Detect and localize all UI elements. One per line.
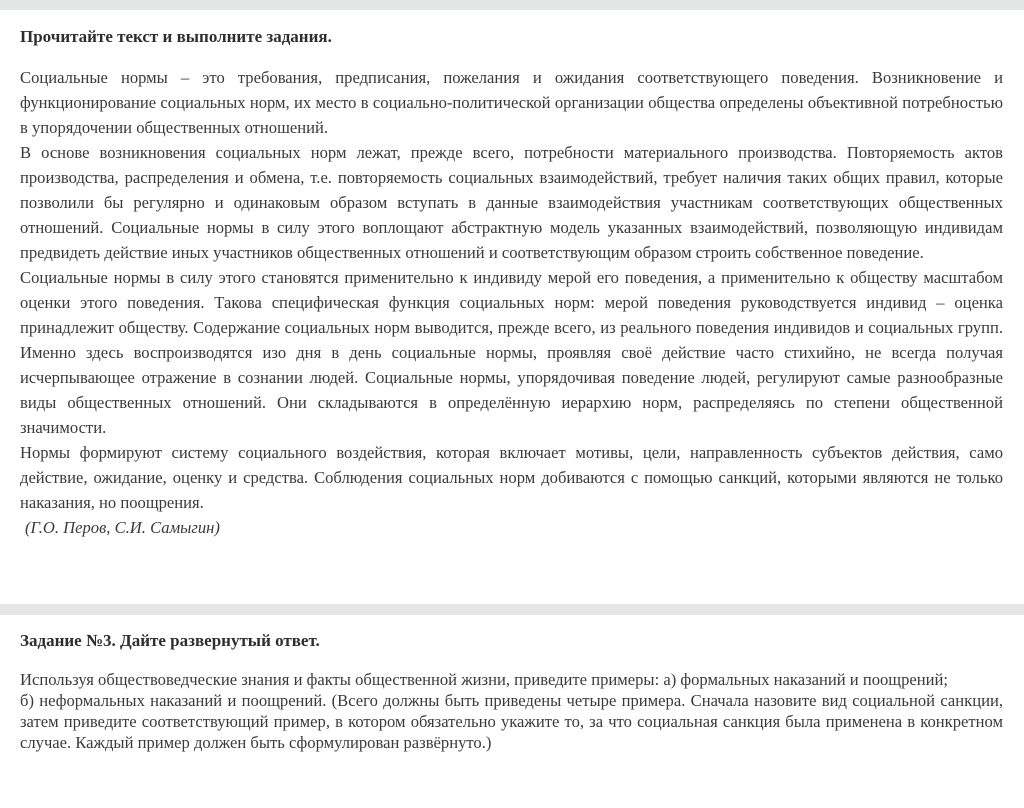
paragraph-3: Социальные нормы в силу этого становятся применительно к индивиду мерой его поведения, а применительно к обществу масштабом оценки этого поведения. Такова специфическая функция социальных норм: мерой поведения руководствуется индивид – оценка принадлежит обществу. Содержание социальных норм выводится, прежде всего, из реального поведения индивидов и социальных групп. Именно здесь воспроизводятся изо дня в день социальные нормы, проявляя своё действие часто стихийно, не всегда получая исчерпывающее отражение в сознании людей. Социальные нормы, упорядочивая поведение людей, регулируют самые разнообразные виды общественных отношений. Они складываются в определённую иерархию норм, распределяясь по степени общественной значимости.: [20, 268, 1003, 437]
task-heading: Задание №3. Дайте развернутый ответ.: [20, 631, 320, 650]
task-body: [20, 669, 1003, 753]
task-line-b: б) неформальных наказаний и поощрений. (Всего должны быть приведены четыре примера. Сначала назовите вид социальной санкции, затем приведите соответствующий пример, в котором обязательно укажите то, за что социальная санкция была применена в конкретном случае. Каждый пример должен быть сформулирован развёрнуто.): [20, 691, 1003, 752]
author-citation: (Г.О. Перов, С.И. Самыгин): [25, 518, 220, 537]
text-heading: Прочитайте текст и выполните задания.: [20, 27, 332, 46]
task-card: [0, 615, 1024, 808]
task-line-a: Используя обществоведческие знания и факты общественной жизни, приведите примеры: а) формальных наказаний и поощрений;: [20, 670, 949, 689]
text-card: [0, 10, 1024, 604]
paragraph-4: Нормы формируют систему социального воздействия, которая включает мотивы, цели, направленность субъектов действия, само действие, ожидание, оценку и средства. Соблюдения социальных норм добиваются с помощью санкций, которыми являются не только наказания, но поощрения.: [20, 443, 1003, 512]
text-body: [20, 65, 1003, 540]
paragraph-2: В основе возникновения социальных норм лежат, прежде всего, потребности материального производства. Повторяемость актов производства, распределения и обмена, т.е. повторяемость социальных взаимодействий, требует наличия таких общих правил, которые позволили бы регулярно и одинаковым образом вступать в данные взаимодействия участникам соответствующих общественных отношений. Социальные нормы в силу этого воплощают абстрактную модель указанных взаимодействий, позволяющую индивидам предвидеть действие иных участников общественных отношений и соответствующим образом строить собственное поведение.: [20, 143, 1003, 262]
paragraph-1: Социальные нормы – это требования, предписания, пожелания и ожидания соответствующего поведения. Возникновение и функционирование социальных норм, их место в социально-политической организации общества определены объективной потребностью в упорядочении общественных отношений.: [20, 68, 1003, 137]
